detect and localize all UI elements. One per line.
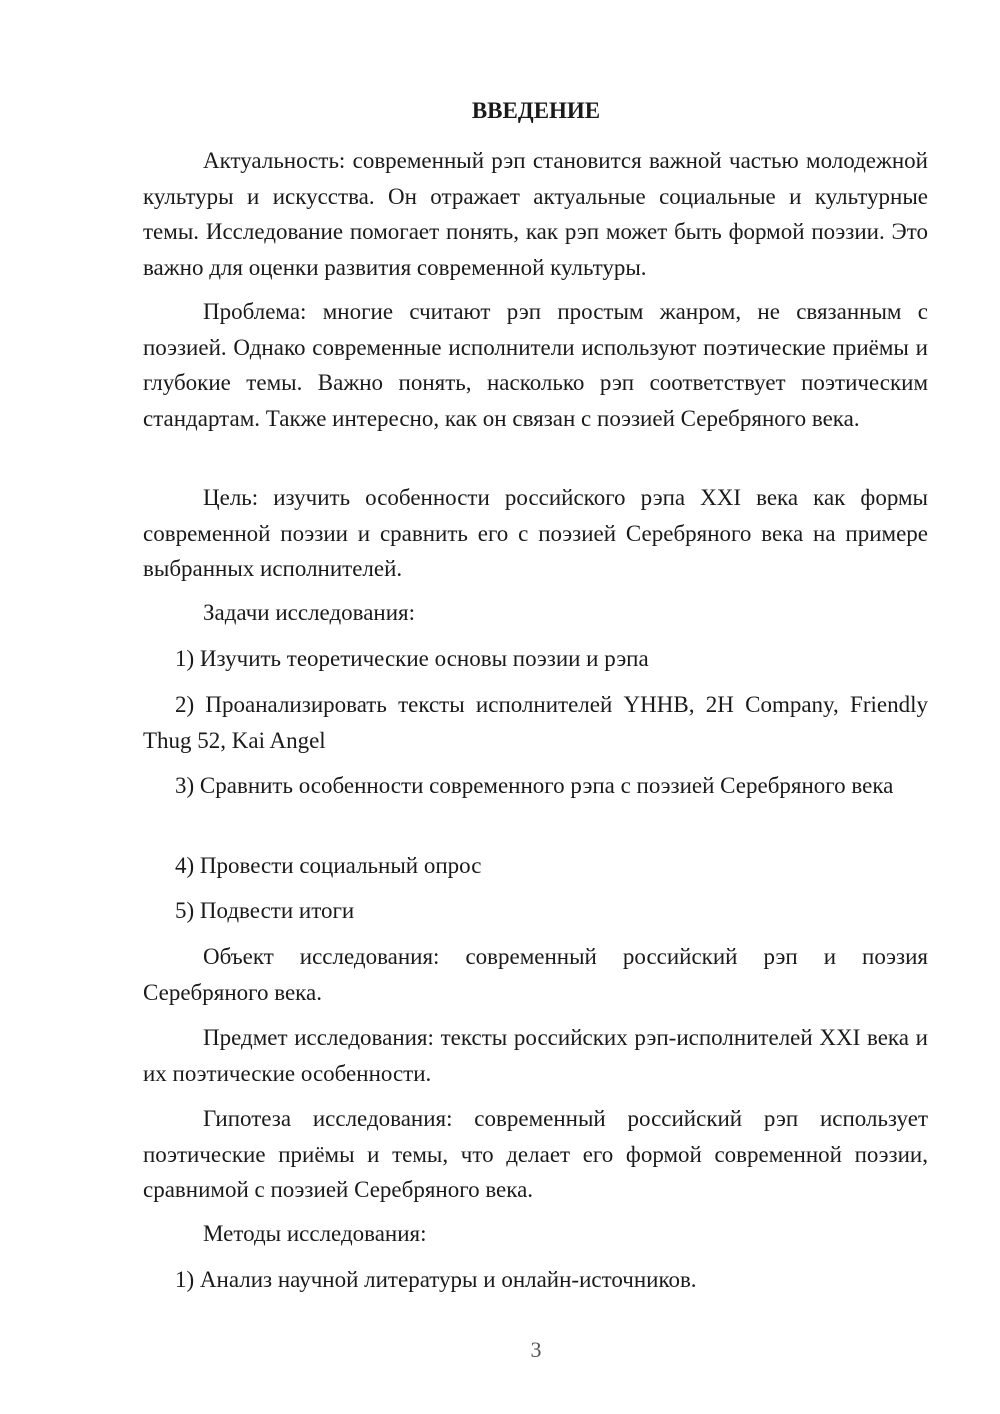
task-item-3: 3) Сравнить особенности современного рэпа с поэзией Серебряного века <box>175 773 894 798</box>
section-heading: ВВЕДЕНИЕ <box>471 98 601 123</box>
paragraph-relevance: Актуальность: современный рэп становится важной частью молодежной культуры и искусства. Он отражает актуальные социальные и культурные темы. Исследование помогает понять, как рэп может быть формой поэзии. Это важно для оценки развития современной культуры. <box>143 148 928 280</box>
paragraph-subject: Предмет исследования: тексты российских рэп-исполнителей XXI века и их поэтические особенности. <box>143 1025 928 1086</box>
task-item-4: 4) Провести социальный опрос <box>175 853 482 878</box>
task-item-1: 1) Изучить теоретические основы поэзии и рэпа <box>175 646 649 671</box>
task-item-5: 5) Подвести итоги <box>175 898 355 923</box>
paragraph-object: Объект исследования: современный российский рэп и поэзия Серебряного века. <box>143 944 928 1005</box>
task-item-2: 2) Проанализировать тексты исполнителей YHHB, 2H Company, Friendly Thug 52, Kai Angel <box>143 692 928 753</box>
methods-heading: Методы исследования: <box>203 1221 427 1246</box>
tasks-heading: Задачи исследования: <box>203 600 416 625</box>
paragraph-hypothesis: Гипотеза исследования: современный российский рэп использует поэтические приёмы и темы, что делает его формой современной поэзии, сравнимой с поэзией Серебряного века. <box>143 1106 928 1202</box>
page-number: 3 <box>530 1337 542 1362</box>
paragraph-goal: Цель: изучить особенности российского рэпа XXI века как формы современной поэзии и сравнить его с поэзией Серебряного века на примере выбранных исполнителей. <box>143 485 928 581</box>
paragraph-problem: Проблема: многие считают рэп простым жанром, не связанным с поэзией. Однако современные исполнители используют поэтические приёмы и глубокие темы. Важно понять, насколько рэп соответствует поэтическим стандартам. Также интересно, как он связан с поэзией Серебряного века. <box>143 299 928 431</box>
method-item-1: 1) Анализ научной литературы и онлайн-источников. <box>175 1267 697 1292</box>
